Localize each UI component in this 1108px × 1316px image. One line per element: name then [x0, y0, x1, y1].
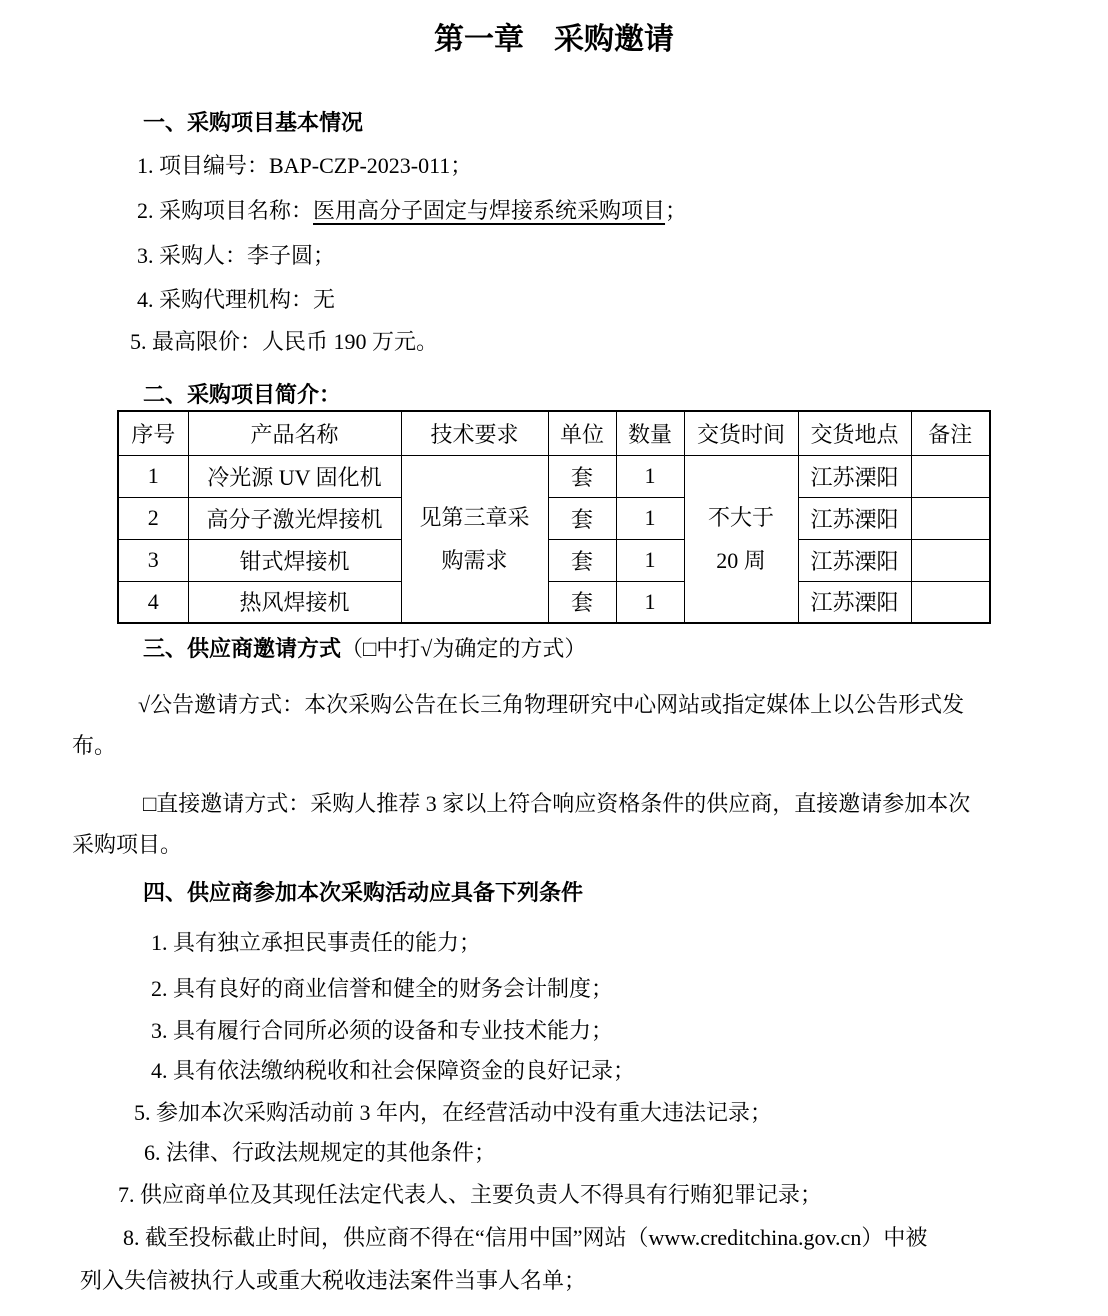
col-header-qty: 数量 — [616, 411, 684, 455]
condition-item-4: 4. 具有依法缴纳税收和社会保障资金的良好记录； — [151, 1058, 636, 1083]
tech-requirement-cell — [401, 455, 548, 623]
cell-product: 高分子激光焊接机 — [188, 497, 401, 539]
col-header-tech: 技术要求 — [401, 411, 548, 455]
cell-product: 钳式焊接机 — [188, 539, 401, 581]
cell-place: 江苏溧阳 — [798, 539, 911, 581]
col-header-note: 备注 — [911, 411, 990, 455]
condition-item-6: 6. 法律、行政法规规定的其他条件； — [144, 1140, 497, 1165]
cell-seq: 4 — [118, 581, 188, 623]
cell-product: 热风焊接机 — [188, 581, 401, 623]
project-name-value: 医用高分子固定与焊接系统采购项目 — [313, 198, 666, 223]
cell-place: 江苏溧阳 — [798, 497, 911, 539]
agency-item: 4. 采购代理机构：无 — [137, 287, 336, 312]
tech-requirement-line1: 见第三章采 — [419, 504, 530, 530]
section3-heading — [143, 636, 586, 662]
section4-heading: 四、供应商参加本次采购活动应具备下列条件 — [143, 880, 584, 905]
table-row — [118, 455, 990, 497]
cell-seq: 3 — [118, 539, 188, 581]
section1-heading: 一、采购项目基本情况 — [143, 110, 364, 135]
direct-invite-line1: □直接邀请方式：采购人推荐 3 家以上符合响应资格条件的供应商，直接邀请参加本次 — [143, 791, 971, 816]
cell-qty: 1 — [616, 497, 684, 539]
cell-seq: 2 — [118, 497, 188, 539]
delivery-time-line2: 20 周 — [716, 547, 766, 573]
announce-invite-line2: 布。 — [72, 733, 117, 758]
col-header-unit: 单位 — [548, 411, 616, 455]
tech-requirement-line2: 购需求 — [441, 547, 508, 573]
section3-heading-main: 三、供应商邀请方式 — [143, 636, 342, 661]
project-number-item: 1. 项目编号：BAP-CZP-2023-011； — [137, 153, 473, 178]
cell-product: 冷光源 UV 固化机 — [188, 455, 401, 497]
cell-note — [911, 539, 990, 581]
cell-unit: 套 — [548, 539, 616, 581]
condition-item-5: 5. 参加本次采购活动前 3 年内，在经营活动中没有重大违法记录； — [134, 1100, 773, 1125]
delivery-time-line1: 不大于 — [707, 504, 774, 530]
table-row — [118, 539, 990, 581]
announce-invite-line1: √公告邀请方式：本次采购公告在长三角物理研究中心网站或指定媒体上以公告形式发 — [138, 692, 965, 717]
cell-unit: 套 — [548, 497, 616, 539]
cell-seq: 1 — [118, 455, 188, 497]
cell-place: 江苏溧阳 — [798, 455, 911, 497]
table-row — [118, 497, 990, 539]
condition-item-8-line2: 列入失信被执行人或重大税收违法案件当事人名单； — [80, 1268, 587, 1293]
condition-item-7: 7. 供应商单位及其现任法定代表人、主要负责人不得具有行贿犯罪记录； — [118, 1182, 823, 1207]
condition-item-1: 1. 具有独立承担民事责任的能力； — [151, 930, 482, 955]
project-name-suffix: ； — [665, 198, 688, 223]
condition-item-3: 3. 具有履行合同所必须的设备和专业技术能力； — [151, 1018, 614, 1043]
cell-note — [911, 497, 990, 539]
project-name-item — [137, 198, 687, 224]
cell-unit: 套 — [548, 455, 616, 497]
delivery-time-cell — [684, 455, 798, 623]
cell-note — [911, 455, 990, 497]
price-limit-item: 5. 最高限价：人民币 190 万元。 — [130, 329, 439, 354]
direct-invite-line2: 采购项目。 — [72, 832, 183, 857]
procurement-items-table — [117, 410, 991, 624]
col-header-delivery-place: 交货地点 — [798, 411, 911, 455]
cell-qty: 1 — [616, 455, 684, 497]
cell-note — [911, 581, 990, 623]
col-header-seq: 序号 — [118, 411, 188, 455]
cell-place: 江苏溧阳 — [798, 581, 911, 623]
col-header-delivery-time: 交货时间 — [684, 411, 798, 455]
cell-unit: 套 — [548, 581, 616, 623]
table-header-row — [118, 411, 990, 455]
table-row — [118, 581, 990, 623]
cell-qty: 1 — [616, 539, 684, 581]
section3-heading-note: （□中打√为确定的方式） — [341, 636, 587, 661]
condition-item-2: 2. 具有良好的商业信誉和健全的财务会计制度； — [151, 976, 614, 1001]
section2-heading: 二、采购项目简介： — [143, 382, 342, 407]
cell-qty: 1 — [616, 581, 684, 623]
condition-item-8-line1: 8. 截至投标截止时间，供应商不得在“信用中国”网站（www.creditchina.gov.cn）中被 — [123, 1225, 928, 1250]
chapter-title: 第一章 采购邀请 — [434, 23, 674, 56]
project-name-label: 2. 采购项目名称： — [137, 198, 314, 223]
col-header-product: 产品名称 — [188, 411, 401, 455]
purchaser-item: 3. 采购人：李子圆； — [137, 243, 336, 268]
